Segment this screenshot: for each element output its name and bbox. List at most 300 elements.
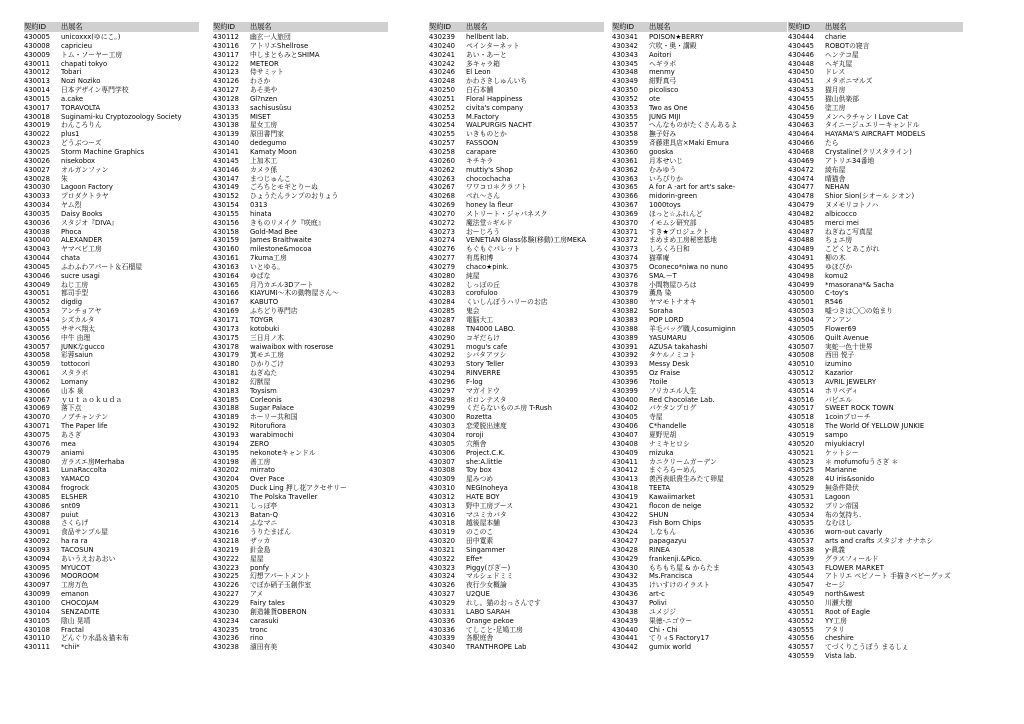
list-row (788, 634, 963, 643)
list-row (213, 51, 388, 60)
exhibitor-name: 塗工房 (825, 103, 846, 112)
list-row (213, 413, 388, 422)
contract-id: 430049 (24, 280, 50, 289)
contract-id: 430205 (213, 484, 239, 493)
exhibitor-name: POP LORD (649, 316, 684, 324)
list-row (429, 617, 604, 626)
exhibitor-name: 多キャラ箱 (466, 59, 500, 68)
header-exhibitor-name: 出展名 (825, 22, 847, 31)
list-row (429, 254, 604, 263)
list-row (429, 316, 604, 325)
exhibitor-name: さくらげ (61, 519, 89, 528)
exhibitor-name: merci mei (825, 218, 859, 227)
exhibitor-name: メンヘラチャン I Love Cat (825, 112, 909, 121)
exhibitor-name: 果徳-ニゴウー (649, 616, 693, 625)
list-row (429, 422, 604, 431)
exhibitor-name: C*handelle (649, 422, 687, 431)
contract-id: 430239 (429, 33, 455, 41)
exhibitor-name: 無条件降伏 (825, 484, 859, 493)
exhibitor-name: Lomany (61, 377, 88, 386)
exhibitor-name: 斉藤建具店×Maki Emura (649, 139, 729, 148)
exhibitor-name: 朱 (61, 174, 68, 183)
exhibitor-name: Project.C.K. (466, 448, 505, 457)
list-row (788, 289, 963, 298)
list-row (213, 60, 388, 69)
contract-id: 430518 (788, 413, 814, 422)
exhibitor-name: y-眞義 (825, 545, 845, 554)
list-row (24, 378, 199, 387)
exhibitor-name: 中牛 由理 (61, 333, 91, 342)
list-row (24, 298, 199, 307)
exhibitor-name: 星女工房 (250, 121, 278, 130)
list-row (24, 590, 199, 599)
exhibitor-name: north&west (825, 590, 865, 599)
list-row (213, 617, 388, 626)
exhibitor-name: アメ (250, 590, 264, 599)
column-header (429, 22, 604, 32)
contract-id: 430268 (429, 192, 455, 201)
list-row (788, 334, 963, 343)
exhibitor-name: ｙｕｔａｏｋｕｄａ (61, 395, 123, 404)
exhibitor-name: Quilt Avenue (825, 333, 869, 342)
list-row (213, 245, 388, 254)
list-row (213, 42, 388, 51)
list-row (612, 60, 787, 69)
list-row (213, 254, 388, 263)
list-row (429, 60, 604, 69)
list-row (24, 289, 199, 298)
list-row (429, 351, 604, 360)
exhibitor-name: ZERO (250, 439, 270, 448)
contract-id: 430518 (788, 422, 814, 431)
contract-id: 430459 (788, 112, 814, 121)
list-row (213, 228, 388, 237)
list-row (213, 192, 388, 201)
list-row (24, 334, 199, 343)
exhibitor-name: unicoxxx(ゆにこ。) (61, 33, 121, 41)
list-row (429, 608, 604, 617)
exhibitor-name: TORAVOLTA (61, 103, 101, 112)
exhibitor-name: Lagoon (825, 492, 850, 501)
contract-id: 430133 (213, 103, 239, 112)
list-row (788, 201, 963, 210)
contract-id: 430345 (612, 59, 638, 68)
contract-id: 430241 (429, 50, 455, 59)
contract-id: 430557 (788, 643, 814, 652)
exhibitor-name: ごろちとモギとりーぬ (250, 183, 318, 192)
contract-id: 430235 (213, 625, 239, 634)
contract-id: 430194 (213, 439, 239, 448)
contract-id: 430188 (213, 404, 239, 413)
exhibitor-name: KIAYUMI～木の動物屋さん～ (250, 289, 339, 298)
exhibitor-name: The World Of YELLOW JUNKIE (825, 422, 925, 431)
contract-id: 430035 (24, 209, 50, 218)
list-row (612, 245, 787, 254)
list-row (24, 130, 199, 139)
contract-id: 430242 (429, 59, 455, 68)
contract-id: 430528 (788, 475, 814, 484)
list-row (213, 325, 388, 334)
list-row (213, 95, 388, 104)
contract-id: 430438 (612, 607, 638, 616)
list-row (429, 519, 604, 528)
contract-id: 430155 (213, 209, 239, 218)
column-header (788, 22, 963, 32)
exhibitor-name: Soraha (649, 307, 673, 316)
exhibitor-name: ?toile (649, 377, 668, 386)
contract-id: 430512 (788, 369, 814, 378)
list-row (788, 130, 963, 139)
contract-id: 430291 (429, 342, 455, 351)
list-row (612, 183, 787, 192)
exhibitor-name: Polivi (649, 599, 667, 607)
exhibitor-name: 柳の木 (825, 254, 846, 263)
list-row (788, 263, 963, 272)
list-row (213, 201, 388, 210)
header-exhibitor-name: 出展名 (649, 22, 671, 31)
exhibitor-name: carapare (466, 147, 497, 156)
contract-id: 430263 (429, 174, 455, 183)
list-row (213, 493, 388, 502)
list-row (788, 210, 963, 219)
exhibitor-name: 嘘つきは〇〇の始まり (825, 307, 893, 316)
exhibitor-name: Chi・Chi (649, 625, 678, 634)
list-row (213, 502, 388, 511)
list-row (24, 634, 199, 643)
exhibitor-name: izumino (825, 360, 852, 369)
exhibitor-name: SENZADITE (61, 607, 100, 616)
list-row (429, 626, 604, 635)
contract-id: 430236 (213, 634, 239, 643)
contract-id: 430395 (612, 369, 638, 378)
list-row (788, 413, 963, 422)
contract-id: 430108 (24, 625, 50, 634)
exhibitor-name: picolisco (649, 86, 679, 95)
list-row (788, 104, 963, 113)
list-row (24, 564, 199, 573)
list-row (429, 458, 604, 467)
list-row (213, 387, 388, 396)
list-row (24, 475, 199, 484)
contract-id: 430380 (612, 298, 638, 307)
contract-id: 430448 (788, 59, 814, 68)
contract-id: 430274 (429, 236, 455, 245)
contract-id: 430383 (612, 316, 638, 324)
exhibitor-name: 西田 悦子 (825, 351, 855, 360)
exhibitor-name: Oz Fraise (649, 369, 681, 378)
exhibitor-name: タイニージュエリーキャンドル (825, 121, 920, 130)
exhibitor-name: 布の気持ち. (825, 510, 862, 519)
exhibitor-name: 羊毛バッグ職人cosumiginn (649, 324, 736, 333)
contract-id: 430427 (612, 537, 638, 546)
exhibitor-name: Toy box (466, 466, 492, 475)
list-row (24, 316, 199, 325)
exhibitor-name: flocon de neige (649, 501, 702, 510)
exhibitor-name: 猫月房 (825, 86, 846, 95)
contract-id: 430246 (429, 68, 455, 77)
exhibitor-name: でぼか硝子玉創作室 (250, 581, 312, 590)
list-row (24, 166, 199, 175)
exhibitor-name: chaco★pink. (466, 262, 509, 271)
contract-id: 430076 (24, 439, 50, 448)
header-exhibitor-name: 出展名 (466, 22, 488, 31)
list-row (24, 449, 199, 458)
contract-id: 430423 (612, 519, 638, 528)
list-row (213, 546, 388, 555)
list-row (612, 422, 787, 431)
exhibitor-name: A for A -art for art's sake- (649, 183, 736, 192)
list-row (24, 254, 199, 263)
exhibitor-name: YASUMARU (649, 333, 687, 342)
exhibitor-name: ゆほびか (825, 262, 853, 271)
header-exhibitor-name: 出展名 (61, 22, 83, 31)
exhibitor-name: Two as One (649, 103, 688, 112)
contract-id: 430062 (24, 377, 50, 386)
contract-id: 430223 (213, 563, 239, 572)
list-row (612, 369, 787, 378)
contract-id: 430310 (429, 484, 455, 493)
exhibitor-name: わさか (250, 77, 271, 86)
exhibitor-name: JUNKなgucco (61, 342, 105, 351)
exhibitor-name: LABO SARAH (466, 607, 510, 616)
exhibitor-name: わんころりん (61, 121, 102, 130)
contract-id: 430407 (612, 430, 638, 439)
contract-id: 430279 (429, 262, 455, 271)
list-row (213, 404, 388, 413)
contract-id: 430428 (612, 545, 638, 554)
exhibitor-name: てりィS Factory17 (649, 634, 710, 643)
header-contract-id: 契約ID (24, 22, 47, 31)
contract-id: 430036 (24, 218, 50, 227)
exhibitor-name: 紺野真弓 (649, 77, 677, 86)
contract-id: 430055 (24, 324, 50, 333)
exhibitor-name: ponfy (250, 563, 270, 572)
exhibitor-name: charie (825, 33, 847, 41)
list-row (612, 228, 787, 237)
contract-id: 430053 (24, 307, 50, 316)
exhibitor-name: Over Pace (250, 475, 285, 484)
exhibitor-name: 有馬和博 (466, 254, 494, 263)
exhibitor-name: nisekobox (61, 156, 96, 165)
list-row (24, 210, 199, 219)
exhibitor-name: mea (61, 439, 76, 448)
exhibitor-name: 彩蓉saiun (61, 351, 93, 360)
contract-id: 430146 (213, 165, 239, 174)
list-row (213, 219, 388, 228)
list-row (788, 458, 963, 467)
contract-id: 430442 (612, 643, 638, 652)
list-row (24, 42, 199, 51)
list-row (213, 581, 388, 590)
list-row (788, 626, 963, 635)
header-contract-id: 契約ID (612, 22, 635, 31)
contract-id: 430369 (612, 209, 638, 218)
list-row (788, 581, 963, 590)
contract-id: 430096 (24, 572, 50, 581)
list-row (24, 139, 199, 148)
exhibitor-name: kotobuki (250, 324, 280, 333)
list-row (612, 396, 787, 405)
exhibitor-name: Rozetta (466, 413, 492, 422)
list-row (788, 484, 963, 493)
contract-id: 430450 (788, 68, 814, 77)
list-row (213, 351, 388, 360)
exhibitor-name: 幽玄一人旅団 (250, 33, 291, 41)
exhibitor-name: トム・ソーヤー工房 (61, 50, 123, 59)
contract-id: 430456 (788, 103, 814, 112)
contract-id: 430323 (429, 563, 455, 572)
contract-id: 430353 (612, 103, 638, 112)
contract-id: 430357 (612, 121, 638, 130)
list-row (429, 86, 604, 95)
contract-id: 430523 (788, 457, 814, 466)
list-row (612, 502, 787, 511)
exhibitor-name: milestone&mocoa (250, 245, 312, 254)
contract-id: 430501 (788, 298, 814, 307)
list-row (24, 148, 199, 157)
contract-id: 430269 (429, 201, 455, 210)
list-row (24, 68, 199, 77)
list-row (213, 643, 388, 652)
contract-id: 430013 (24, 77, 50, 86)
list-row (612, 95, 787, 104)
list-row (788, 502, 963, 511)
contract-id: 430379 (612, 289, 638, 298)
contract-id: 430520 (788, 439, 814, 448)
contract-id: 430495 (788, 262, 814, 271)
contract-id: 430152 (213, 192, 239, 201)
exhibitor-name: ヘンテコ屋 (825, 50, 859, 59)
list-row (213, 183, 388, 192)
list-row (24, 263, 199, 272)
contract-id: 430453 (788, 86, 814, 95)
exhibitor-name: SWEET ROCK TOWN (825, 404, 894, 413)
exhibitor-name: ha ra ra (61, 537, 88, 546)
contract-id: 430435 (612, 581, 638, 590)
exhibitor-name: イモムシ研究部 (649, 218, 697, 227)
list-row (788, 166, 963, 175)
contract-id: 430084 (24, 484, 50, 493)
list-row (612, 263, 787, 272)
exhibitor-name: コギだらけ (466, 333, 500, 342)
list-row (24, 599, 199, 608)
exhibitor-name: しなもん (649, 528, 677, 537)
contract-id: 430436 (612, 590, 638, 599)
contract-id: 430287 (429, 316, 455, 324)
contract-id: 430491 (788, 254, 814, 263)
list-row (612, 343, 787, 352)
exhibitor-name: 1000toys (649, 201, 681, 210)
contract-id: 430183 (213, 386, 239, 395)
list-row (213, 33, 388, 42)
list-row (24, 175, 199, 184)
contract-id: 430056 (24, 333, 50, 342)
exhibitor-name: 陰山 晃靖 (61, 616, 91, 625)
exhibitor-name: マガイドウ (466, 386, 500, 395)
contract-id: 430308 (429, 466, 455, 475)
contract-id: 430218 (213, 537, 239, 546)
exhibitor-name: albicocco (825, 209, 857, 218)
contract-id: 430536 (788, 528, 814, 537)
list-row (788, 42, 963, 51)
exhibitor-name: KABUTO (250, 298, 279, 307)
list-row (213, 130, 388, 139)
list-row (788, 564, 963, 573)
list-row (213, 210, 388, 219)
list-row (213, 528, 388, 537)
contract-id: 430154 (213, 201, 239, 210)
list-row (213, 599, 388, 608)
contract-id: 430171 (213, 316, 239, 324)
list-row (788, 652, 963, 661)
list-row (24, 617, 199, 626)
contract-id: 430079 (24, 448, 50, 457)
contract-id: 430083 (24, 475, 50, 484)
exhibitor-name: くだらないものエ房 T-Rush (466, 404, 552, 413)
exhibitor-name: アタリ (825, 625, 845, 634)
contract-id: 430556 (788, 634, 814, 643)
contract-id: 430282 (429, 280, 455, 289)
contract-id: 430169 (213, 307, 239, 316)
list-row (788, 298, 963, 307)
contract-id: 430288 (429, 324, 455, 333)
contract-id: 430392 (612, 351, 638, 360)
contract-id: 430128 (213, 94, 239, 103)
list-row (213, 572, 388, 581)
list-row (788, 608, 963, 617)
exhibitor-name: worn-out cavarly (825, 528, 883, 537)
list-row (24, 422, 199, 431)
exhibitor-name: digdig (61, 298, 83, 307)
exhibitor-name: cheshire (825, 634, 854, 643)
list-row (24, 360, 199, 369)
exhibitor-name: ほっと☆ふれんど (649, 209, 703, 218)
contract-id: 430166 (213, 289, 239, 298)
contract-id: 430283 (429, 289, 455, 298)
exhibitor-name: ぺれ～さん (466, 192, 500, 201)
contract-id: 430559 (788, 652, 814, 661)
contract-id: 430517 (788, 404, 814, 413)
contract-id: 430267 (429, 183, 455, 192)
exhibitor-name: Duck Ling 押し花アクセサリー (250, 484, 347, 493)
list-row (612, 413, 787, 422)
exhibitor-name: カニクリームガーデン (649, 457, 717, 466)
exhibitor-name: sucre usagi (61, 271, 100, 280)
contract-id: 430331 (429, 607, 455, 616)
list-row (788, 307, 963, 316)
exhibitor-name: M.Factory (466, 112, 499, 121)
contract-id: 430260 (429, 156, 455, 165)
contract-id: 430507 (788, 342, 814, 351)
list-row (24, 113, 199, 122)
list-row (429, 236, 604, 245)
list-row (213, 466, 388, 475)
contract-id: 430179 (213, 351, 239, 360)
contract-id: 430466 (788, 139, 814, 148)
list-row (612, 289, 787, 298)
list-row (213, 608, 388, 617)
contract-id: 430280 (429, 271, 455, 280)
contract-id: 430343 (612, 50, 638, 59)
list-row (788, 396, 963, 405)
contract-id: 430135 (213, 112, 239, 121)
list-row (24, 546, 199, 555)
contract-id: 430402 (612, 404, 638, 413)
contract-id: 430014 (24, 86, 50, 95)
list-row (612, 272, 787, 281)
list-row (429, 289, 604, 298)
exhibitor-name: she:A.little (466, 457, 503, 466)
